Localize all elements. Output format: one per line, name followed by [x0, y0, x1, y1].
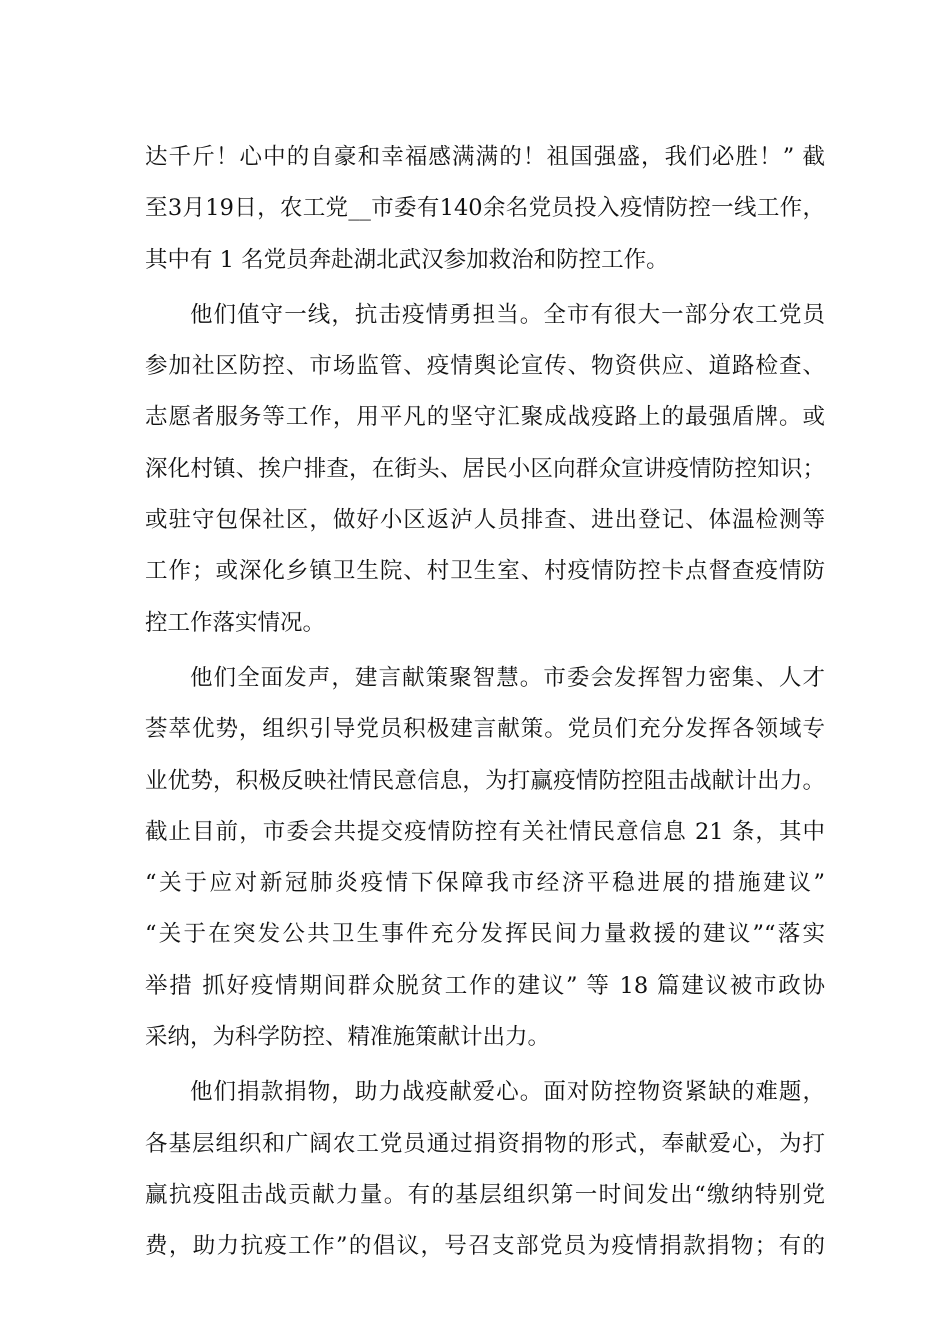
text-line: 他们捐款捐物，助力战疫献爱心。面对防控物资紧缺的难题， [190, 1079, 825, 1106]
text-line: 截止目前，市委会共提交疫情防控有关社情民意信息 21 条，其中 [145, 818, 825, 845]
text-line: 荟萃优势，组织引导党员积极建言献策。党员们充分发挥各领域专 [145, 716, 825, 743]
text-line: 业优势，积极反映社情民意信息，为打赢疫情防控阻击战献计出力。 [145, 767, 825, 794]
paragraph-1 [145, 132, 825, 286]
text-line: 或驻守包保社区，做好小区返泸人员排查、进出登记、体温检测等 [145, 507, 825, 534]
text-line: 工作；或深化乡镇卫生院、村卫生室、村疫情防控卡点督查疫情防 [145, 558, 825, 585]
paragraph-2 [145, 290, 825, 649]
document-body [145, 132, 825, 1273]
text-line: 他们值守一线，抗击疫情勇担当。全市有很大一部分农工党员 [190, 301, 825, 328]
text-line: “关于应对新冠肺炎疫情下保障我市经济平稳进展的措施建议” [145, 870, 825, 897]
text-line: 各基层组织和广阔农工党员通过捐资捐物的形式，奉献爱心，为打 [145, 1130, 825, 1157]
paragraph-3 [145, 653, 825, 1063]
text-line: 深化村镇、挨户排查，在街头、居民小区向群众宣讲疫情防控知识； [145, 455, 825, 482]
text-line: 控工作落实情况。 [145, 609, 326, 636]
text-line: 费，助力抗疫工作”的倡议，号召支部党员为疫情捐款捐物；有的 [145, 1233, 825, 1260]
text-line: “关于在突发公共卫生事件充分发挥民间力量救援的建议”“落实 [145, 921, 825, 948]
text-line: 他们全面发声，建言献策聚智慧。市委会发挥智力密集、人才 [190, 664, 825, 691]
text-line: 达千斤！心中的自豪和幸福感满满的！祖国强盛，我们必胜！” 截 [145, 144, 825, 170]
text-line: 参加社区防控、市场监管、疫情舆论宣传、物资供应、道路检查、 [145, 353, 825, 380]
paragraph-4 [145, 1067, 825, 1272]
text-line: 采纳，为科学防控、精准施策献计出力。 [145, 1024, 551, 1051]
text-line: 举措 抓好疫情期间群众脱贫工作的建议” 等 18 篇建议被市政协 [145, 972, 825, 999]
text-line: 志愿者服务等工作，用平凡的坚守汇聚成战疫路上的最强盾牌。或 [145, 404, 825, 431]
text-line: 赢抗疫阻击战贡献力量。有的基层组织第一时间发出“缴纳特别党 [145, 1181, 825, 1208]
text-line: 至3月19日，农工党__市委有140余名党员投入疫情防控一线工作， [145, 195, 825, 222]
text-line: 其中有 1 名党员奔赴湖北武汉参加救治和防控工作。 [145, 246, 669, 273]
